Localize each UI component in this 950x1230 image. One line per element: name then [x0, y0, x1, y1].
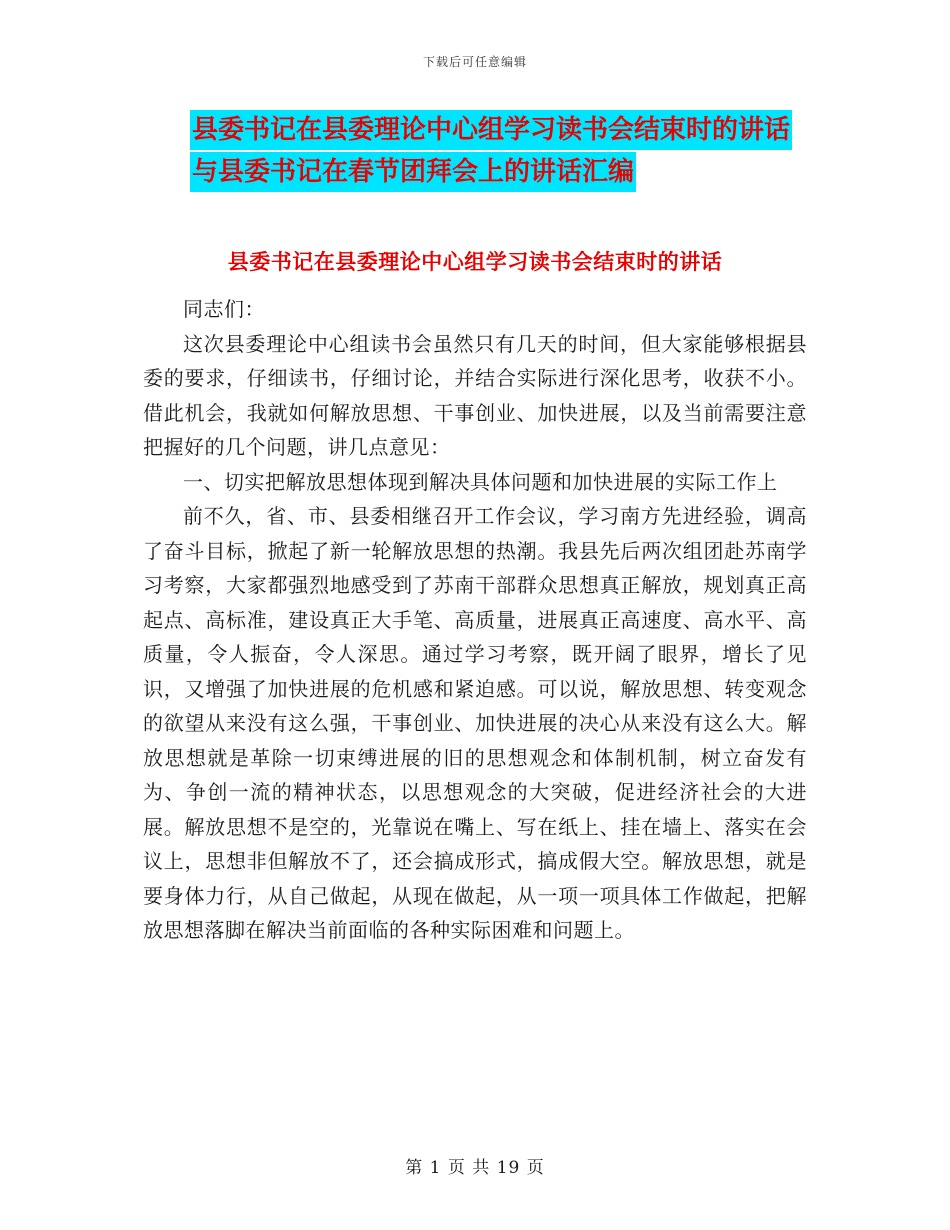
page-header: 下载后可任意编辑 [422, 55, 527, 69]
document-title [190, 110, 810, 194]
intro-paragraph: 这次县委理论中心组读书会虽然只有几天的时间，但大家能够根据县委的要求，仔细读书，仔细讨论，并结合实际进行深化思考，收获不小。借此机会，我就如何解放思想、干事创业、加快进展，以及当前需要注意把握好的几个问题，讲几点意见： [143, 331, 807, 459]
document-body [143, 292, 807, 948]
salutation-paragraph: 同志们： [183, 297, 265, 321]
page-number-footer: 第 1 页 共 19 页 [405, 1158, 545, 1178]
document-title-line-2: 与县委书记在春节团拜会上的讲话汇编 [190, 152, 636, 192]
section-title: 县委书记在县委理论中心组学习读书会结束时的讲话 [227, 250, 723, 274]
document-title-line-1: 县委书记在县委理论中心组学习读书会结束时的讲话 [190, 110, 792, 150]
body-paragraph: 前不久，省、市、县委相继召开工作会议，学习南方先进经验，调高了奋斗目标，掀起了新一轮解放思想的热潮。我县先后两次组团赴苏南学习考察，大家都强烈地感受到了苏南干部群众思想真正解放，规划真正高起点、高标准，建设真正大手笔、高质量，进展真正高速度、高水平、高质量，令人振奋，令人深思。通过学习考察，既开阔了眼界，增长了见识，又增强了加快进展的危机感和紧迫感。可以说，解放思想、转变观念的欲望从来没有这么强，干事创业、加快进展的决心从来没有这么大。解放思想就是革除一切束缚进展的旧的思想观念和体制机制，树立奋发有为、争创一流的精神状态，以思想观念的大突破，促进经济社会的大进展。解放思想不是空的，光靠说在嘴上、写在纸上、挂在墙上、落实在会议上，思想非但解放不了，还会搞成形式，搞成假大空。解放思想，就是要身体力行，从自己做起，从现在做起，从一项一项具体工作做起，把解放思想落脚在解决当前面临的各种实际困难和问题上。 [143, 504, 807, 942]
point-one-heading: 一、切实把解放思想体现到解决具体问题和加快进展的实际工作上 [183, 469, 778, 494]
